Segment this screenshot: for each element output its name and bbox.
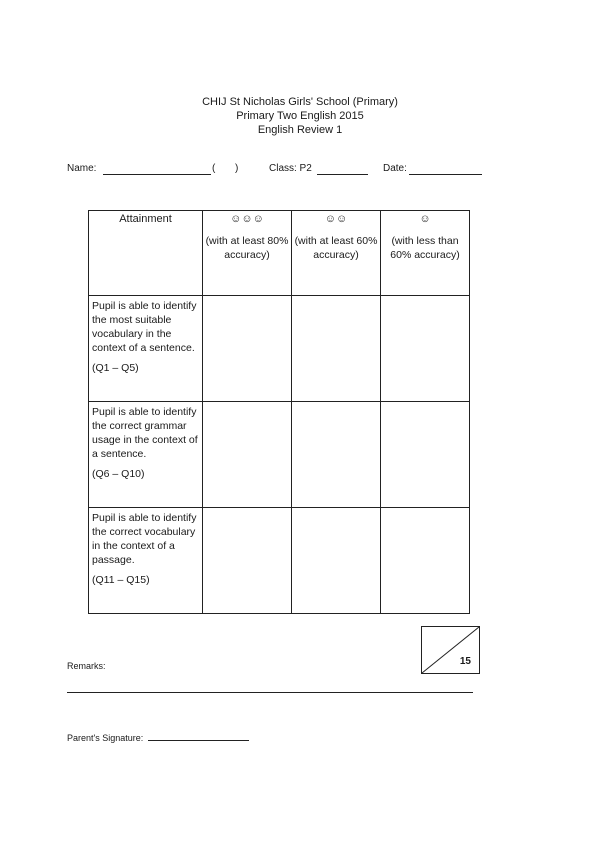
- signature-label: Parent's Signature:: [67, 733, 144, 743]
- document-header: [0, 95, 600, 137]
- remarks-label: Remarks:: [67, 661, 106, 671]
- two-smiley-icon: ☺☺: [324, 213, 348, 225]
- school-name: CHIJ St Nicholas Girls' School (Primary): [202, 96, 398, 108]
- subject-title: Primary Two English 2015: [236, 110, 364, 122]
- attainment-cell: Pupil is able to identify the most suitable vocabulary in the context of a sentence. (Q1 – Q5): [89, 296, 203, 402]
- header-level-2: [292, 211, 381, 296]
- one-smiley-icon: ☺: [419, 213, 431, 225]
- table-header-row: [89, 211, 470, 296]
- level-1-desc: (with less than 60% accuracy): [390, 235, 460, 261]
- rating-cell[interactable]: [381, 402, 470, 508]
- date-line[interactable]: [409, 164, 482, 175]
- signature-line[interactable]: [148, 730, 249, 741]
- name-label: Name:: [67, 163, 97, 174]
- header-level-1: [381, 211, 470, 296]
- three-smiley-icon: ☺☺☺: [230, 213, 264, 225]
- table-row: [89, 508, 470, 614]
- review-title: English Review 1: [257, 124, 343, 136]
- rating-cell[interactable]: [203, 296, 292, 402]
- table-row: [89, 402, 470, 508]
- header-attainment: Attainment: [89, 211, 203, 296]
- class-line[interactable]: [317, 164, 368, 175]
- date-label: Date:: [383, 163, 407, 174]
- rating-cell[interactable]: [381, 296, 470, 402]
- score-box[interactable]: [421, 626, 480, 674]
- rating-cell[interactable]: [292, 402, 381, 508]
- remarks-line[interactable]: [67, 692, 473, 693]
- name-line[interactable]: [103, 164, 211, 175]
- rating-cell[interactable]: [203, 508, 292, 614]
- rating-cell[interactable]: [292, 296, 381, 402]
- level-2-desc: (with at least 60% accuracy): [294, 235, 378, 261]
- attainment-table: [88, 210, 470, 614]
- attainment-cell: Pupil is able to identify the correct vocabulary in the context of a passage. (Q11 – Q15): [89, 508, 203, 614]
- register-bracket-open: (: [212, 163, 216, 174]
- register-bracket-close: ): [235, 163, 239, 174]
- header-level-3: [203, 211, 292, 296]
- parent-signature: [67, 730, 249, 743]
- class-label: Class: P2: [269, 163, 312, 174]
- level-3-desc: (with at least 80% accuracy): [205, 235, 289, 261]
- rating-cell[interactable]: [203, 402, 292, 508]
- rating-cell[interactable]: [381, 508, 470, 614]
- table-row: [89, 296, 470, 402]
- rating-cell[interactable]: [292, 508, 381, 614]
- score-total: 15: [459, 656, 471, 667]
- attainment-cell: Pupil is able to identify the correct grammar usage in the context of a sentence. (Q6 – Q10): [89, 402, 203, 508]
